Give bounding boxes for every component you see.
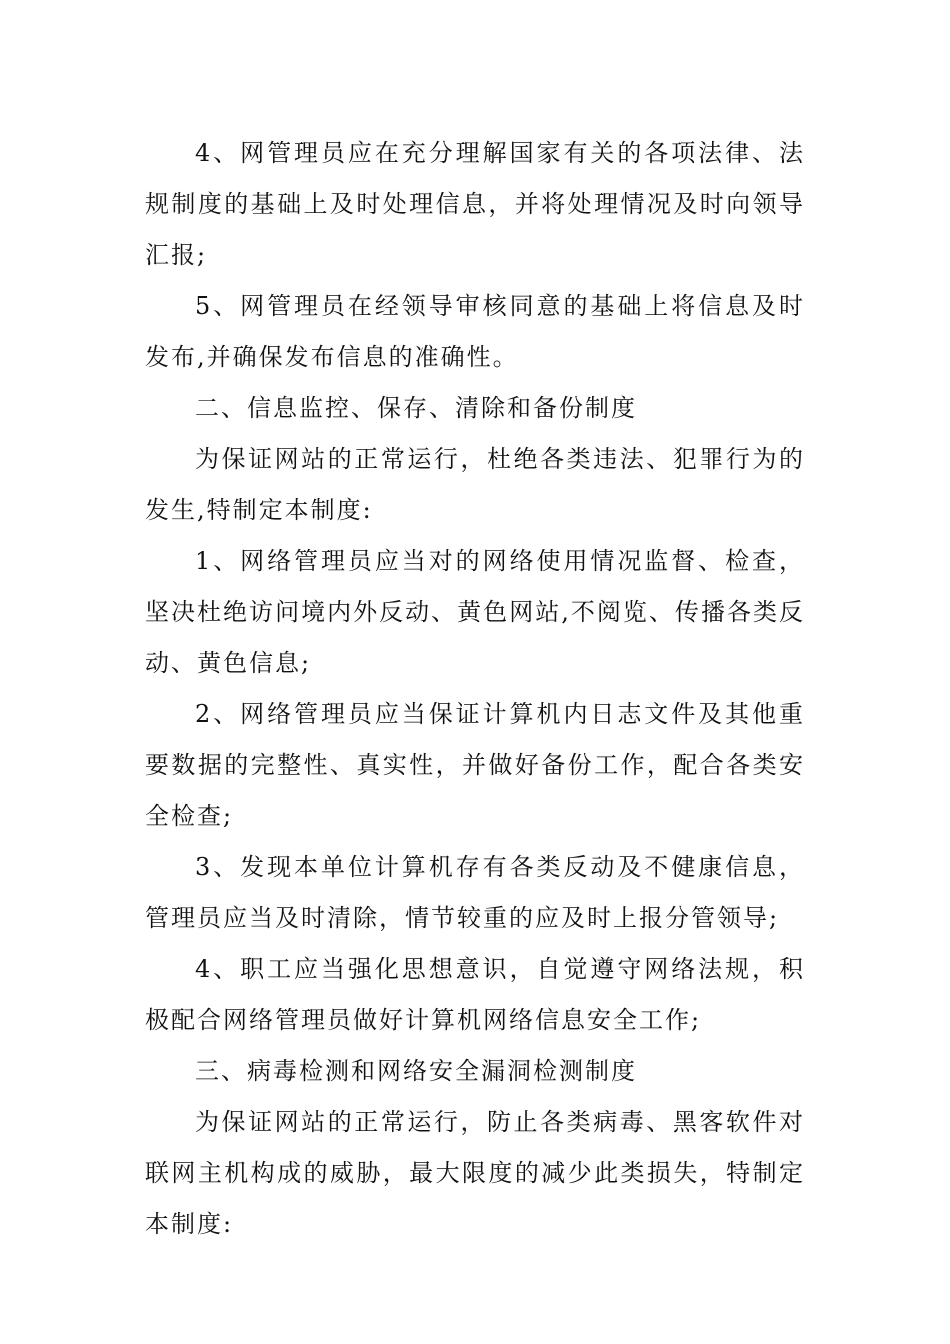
paragraph-monitoring-rule-1: 1、网络管理员应当对的网络使用情况监督、检查，坚决杜绝访问境内外反动、黄色网站,不阅览、传播各类反动、黄色信息; [145, 547, 805, 677]
paragraph-monitoring-rule-2: 2、网络管理员应当保证计算机内日志文件及其他重要数据的完整性、真实性，并做好备份工作，配合各类安全检查; [145, 700, 805, 830]
paragraph-monitoring-rule-4: 4、职工应当强化思想意识，自觉遵守网络法规，积极配合网络管理员做好计算机网络信息安全工作; [145, 955, 805, 1034]
document-body [145, 128, 805, 1250]
section-heading-monitoring-backup: 二、信息监控、保存、清除和备份制度 [195, 394, 637, 422]
paragraph-monitoring-rule-3: 3、发现本单位计算机存有各类反动及不健康信息，管理员应当及时清除，情节较重的应及时上报分管领导; [145, 853, 805, 932]
paragraph-monitoring-intro: 为保证网站的正常运行，杜绝各类违法、犯罪行为的发生,特制定本制度: [145, 445, 805, 524]
paragraph-virus-intro: 为保证网站的正常运行，防止各类病毒、黑客软件对联网主机构成的威胁，最大限度的减少此类损失，特制定本制度: [145, 1108, 805, 1238]
paragraph-rule-5-info-publishing: 5、网管理员在经领导审核同意的基础上将信息及时发布,并确保发布信息的准确性。 [145, 292, 805, 371]
section-heading-virus-detection: 三、病毒检测和网络安全漏洞检测制度 [195, 1057, 637, 1085]
paragraph-rule-4-info-handling: 4、网管理员应在充分理解国家有关的各项法律、法规制度的基础上及时处理信息，并将处理情况及时向领导汇报; [145, 139, 805, 269]
